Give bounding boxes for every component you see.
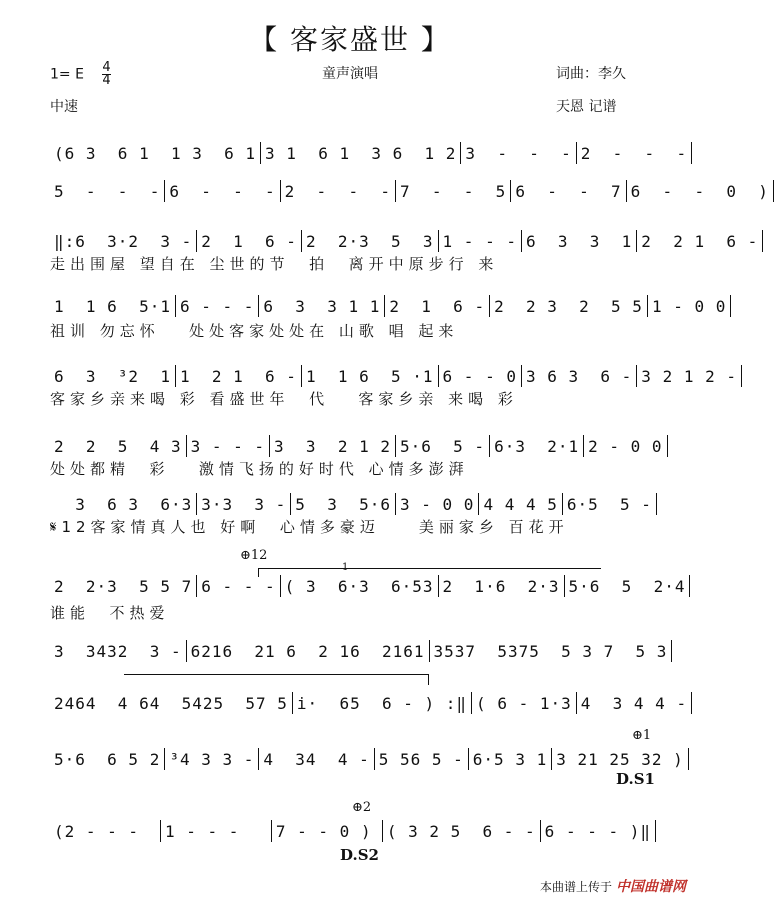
measure: 5 3 5·6 [295,494,391,514]
lyrics-line: 处处都精 彩 激情飞扬的好时代 心情多澎湃 [50,460,469,478]
measure: 4 34 4 - [263,749,370,769]
notation-row [50,230,759,252]
measure: 3 6 3 6 - [525,366,633,386]
notation-row [50,365,737,387]
site-logo[interactable]: 中国曲谱网 [616,879,686,895]
key: 1= E [50,66,84,83]
measure: 2 - 0 0 [588,436,663,456]
measure: 1 1 6 5·1 [54,296,171,316]
barline [730,295,731,317]
lyrics-line: 谁能 不热爱 [50,604,170,622]
coda-mark-12: ⊕12 [240,548,268,563]
barline [689,575,690,597]
barline [656,493,657,515]
coda-mark-1: ⊕1 [632,728,652,743]
notation-row [50,820,656,842]
measure: 6·3 2·1 [494,436,580,456]
measure: 3537 5375 5 3 7 5 3 [433,641,668,661]
measure: 4 4 4 5 [483,494,558,514]
notation-row [50,142,688,164]
measure: 5 56 5 - [378,749,464,769]
measure: i· 65 6 - ) :‖ [296,693,468,713]
measure: 6 - - - )‖ [544,821,651,841]
barline [671,640,672,662]
measure: 5·6 5 2·4 [568,576,686,596]
song-title: 【 客家盛世 】 [249,23,451,56]
measure: 6 3 ³2 1 [54,366,171,386]
volta-bracket [258,568,601,577]
ds-mark-1: D.S1 [616,770,655,788]
measure: ( 3 2 5 6 - - [386,821,536,841]
barline [688,748,689,770]
time-top: 4 [102,60,111,75]
measure: 2 2·3 5 5 7 [54,576,193,596]
measure: 2464 4 64 5425 57 5 [54,693,288,713]
notation-row [50,435,663,457]
measure: 6 - - 0 ) [630,181,769,201]
notation-row [50,748,684,770]
measure: (2 - - - [54,821,140,841]
measure: ( 6 - 1·3 [476,693,572,713]
lyrics-line: 祖训 勿忘怀 处处客家处处在 山歌 唱 起来 [50,322,459,340]
measure: 1 2 1 6 - [179,366,297,386]
notation-row [50,493,656,515]
measure: 6 - - 0 [442,366,517,386]
notation-row [50,295,727,317]
measure: ( 3 6·3 6·53 [284,576,434,596]
coda-mark-2: ⊕2 [352,800,372,815]
measure: 2 - - - [580,143,688,163]
measure: 3 3432 3 - [54,641,182,661]
measure: 3 21 25 32 ) [556,749,684,769]
measure: 6 - - - [169,181,276,201]
lyrics-line: 𝄋12客家情真人也 好啊 心情多豪迈 美丽家乡 百花开 [50,518,569,536]
measure: 2 2 1 6 - [641,231,759,251]
time-bottom: 4 [102,73,111,88]
measure: 6 - - - [179,296,255,316]
lyrics-line: 走出围屋 望自在 尘世的节 拍 离开中原步行 来 [50,255,499,273]
measure: 2 2·3 5 3 [305,231,434,251]
barline [762,230,763,252]
measure: 5 - - - [54,181,161,201]
measure: 1 1 6 5 ·1 [305,366,434,386]
barline [691,692,692,714]
composer: 词曲：李久 [556,66,626,82]
repeat-line [124,674,429,685]
measure: 2 - - - [284,181,391,201]
lyrics-line: 客家乡亲来喝 彩 看盛世年 代 客家乡亲 来喝 彩 [50,390,518,408]
measure: 6 - - - [201,576,276,596]
measure: 3 2 1 2 - [641,366,737,386]
measure: 6·5 5 - [566,494,652,514]
measure: 1 - - - [442,231,517,251]
measure: 2 1 6 - [389,296,486,316]
performer: 童声演唱 [322,66,378,82]
notation-row [50,575,686,597]
measure: 2 2 5 4 3 [54,436,182,456]
notation-row [50,640,668,662]
measure: 4 3 4 4 - [580,693,688,713]
measure: 6 3 3 1 [525,231,633,251]
measure: 7 - - 5 [399,181,507,201]
measure: 2 2 3 2 5 5 [494,296,643,316]
measure: 6 3 3 1 1 [263,296,381,316]
barline [667,435,668,457]
measure: 7 - - 0 ) [275,821,372,841]
measure: ³4 3 3 - [169,749,255,769]
measure: 5·6 5 - [400,436,486,456]
measure: 1 - - - [164,821,240,841]
measure: (6 3 6 1 1 3 6 1 [54,143,257,163]
measure: 3 6 3 6·3 [54,494,193,514]
measure: 2 1·6 2·3 [442,576,560,596]
ds-mark-2: D.S2 [340,846,379,864]
barline [741,365,742,387]
tempo: 中速 [50,99,78,115]
volta-number: 1 [342,562,349,573]
footer [540,876,686,896]
footer-text: 本曲谱上传于 [539,880,612,894]
transcriber: 天恩 记谱 [556,99,617,115]
measure: 5·6 6 5 2 [54,749,161,769]
measure: 6 - - 7 [515,181,622,201]
measure: 3·3 3 - [201,494,287,514]
measure: 1 - 0 0 [651,296,727,316]
measure: 3 1 6 1 3 6 1 2 [265,143,457,163]
measure: 3 - - - [465,143,572,163]
barline [655,820,656,842]
measure: 3 - 0 0 [400,494,475,514]
notation-row [50,692,688,714]
measure: 3 - - - [190,436,266,456]
measure: ‖:6 3·2 3 - [54,231,193,251]
measure: 6·5 3 1 [472,749,548,769]
measure: 6216 21 6 2 16 2161 [190,641,425,661]
measure: 3 3 2 1 2 [274,436,391,456]
barline [691,142,692,164]
notation-row [50,180,769,202]
measure: 2 1 6 - [201,231,297,251]
